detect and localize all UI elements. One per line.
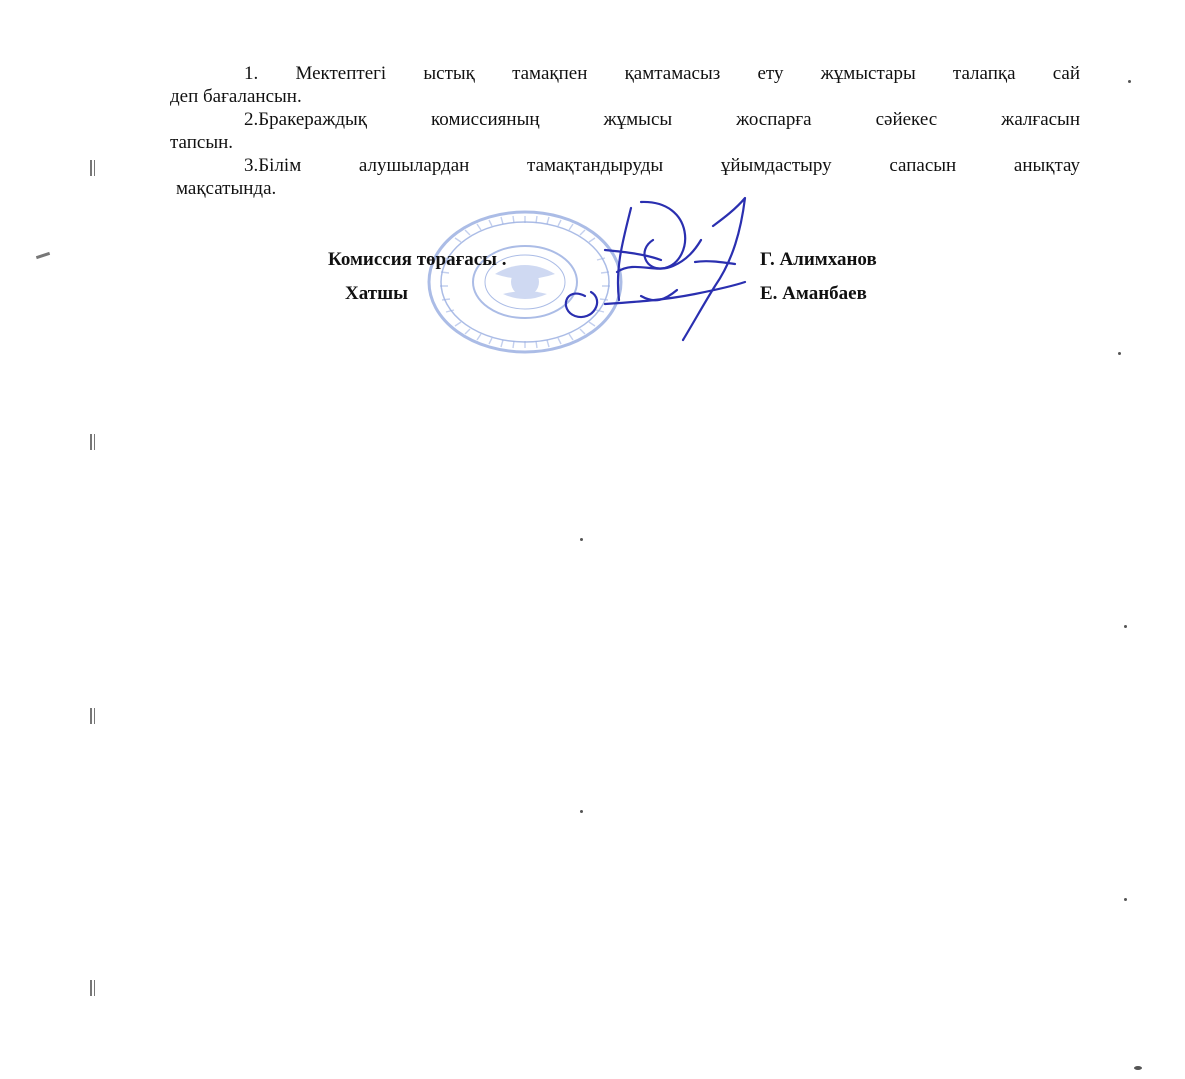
chair-role-label: Комиссия төрағасы . [328, 249, 507, 270]
scan-artifact [90, 434, 92, 450]
paragraph-2-first-line: 2.Бракераждық комиссияның жұмысы жоспарға сәйекес жалғасын [244, 109, 1080, 130]
paragraph-3-continuation: мақсатында. [176, 178, 277, 199]
scan-artifact [90, 708, 92, 724]
scan-speck [1118, 352, 1121, 355]
scan-artifact [94, 160, 95, 176]
scan-speck [1128, 80, 1131, 83]
scan-artifact [90, 160, 92, 176]
scan-speck [580, 538, 583, 541]
paragraph-1 [170, 62, 1080, 108]
document-body [170, 62, 1080, 200]
scan-speck [1124, 898, 1127, 901]
scan-artifact [94, 708, 95, 724]
scan-speck [1124, 625, 1127, 628]
paragraph-1-first-line: 1. Мектептегі ыстық тамақпен қамтамасыз ету жұмыстары талапқа сай [244, 63, 1080, 84]
scan-artifact [90, 980, 92, 996]
scan-speck [580, 810, 583, 813]
scan-artifact [94, 434, 95, 450]
scan-speck [1134, 1066, 1142, 1070]
paragraph-1-continuation: деп бағалансын. [170, 86, 302, 107]
handwritten-signature-icon [545, 190, 765, 350]
secretary-name: Е. Аманбаев [760, 283, 867, 304]
scan-artifact [94, 980, 95, 996]
scan-artifact [36, 252, 50, 259]
secretary-role-label: Хатшы [345, 283, 408, 304]
paragraph-2-continuation: тапсын. [170, 132, 234, 153]
paragraph-3-first-line: 3.Білім алушылардан тамақтандыруды ұйымдастыру сапасын анықтау [244, 155, 1080, 176]
chair-name: Г. Алимханов [760, 249, 877, 270]
paragraph-2 [170, 108, 1080, 154]
